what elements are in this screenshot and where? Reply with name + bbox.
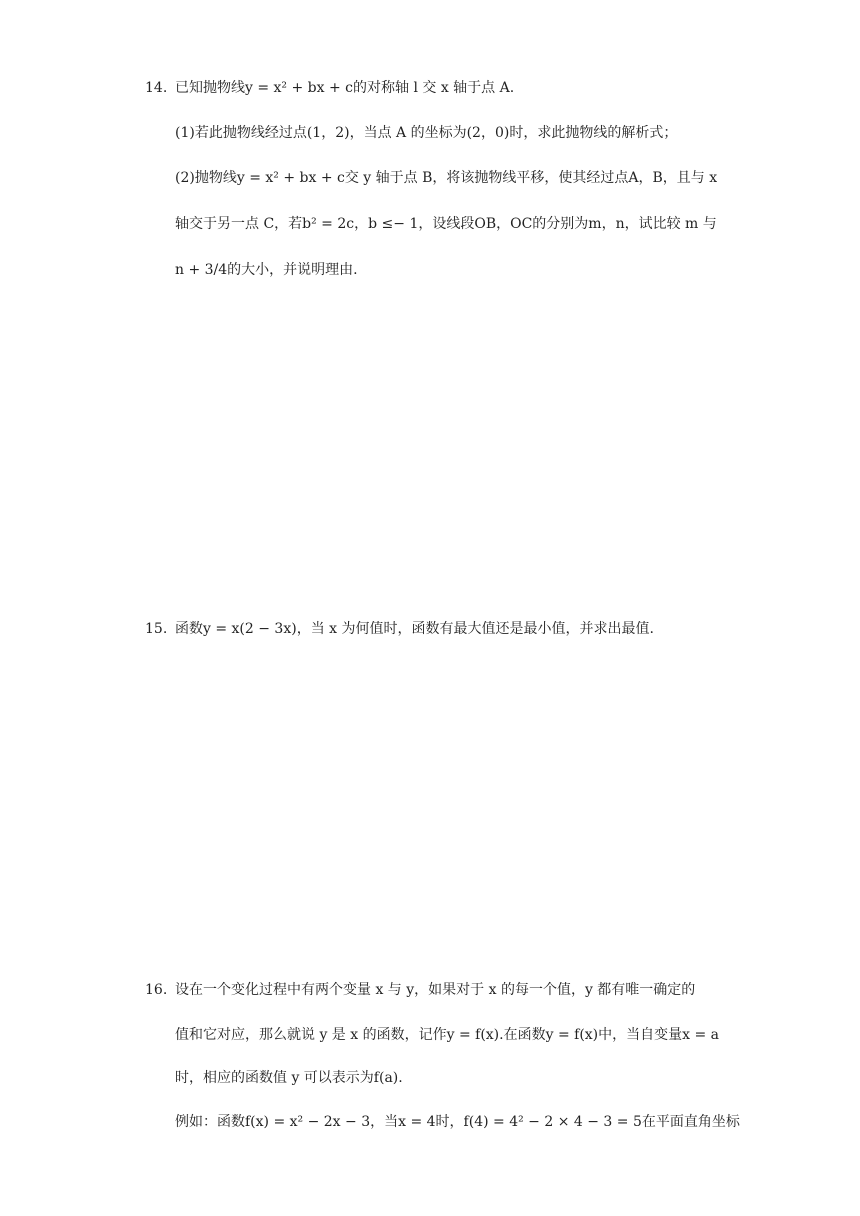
question-16-line-3: 时，相应的函数值 y 可以表示为f(a). bbox=[175, 1070, 403, 1086]
question-16-line-2: 值和它对应，那么就说 y 是 x 的函数，记作y = f(x).在函数y = f(x)中，当自变量x = a bbox=[175, 1027, 720, 1043]
question-14-line-4: 轴交于另一点 C，若b² = 2c，b ≤− 1，设线段OB，OC的分别为m，n，试比较 m 与 bbox=[175, 216, 717, 232]
question-text: 函数y = x(2 − 3x)，当 x 为何值时，函数有最大值还是最小值，并求出最值. bbox=[175, 621, 654, 637]
question-16-line-4: 例如：函数f(x) = x² − 2x − 3，当x = 4时，f(4) = 4² − 2 × 4 − 3 = 5在平面直角坐标 bbox=[175, 1114, 740, 1130]
question-text: 设在一个变化过程中有两个变量 x 与 y，如果对于 x 的每一个值，y 都有唯一确定的 bbox=[175, 982, 696, 998]
question-14-line-3: (2)抛物线y = x² + bx + c交 y 轴于点 B，将该抛物线平移，使其经过点A，B，且与 x bbox=[175, 170, 718, 186]
question-text: 已知抛物线y = x² + bx + c的对称轴 l 交 x 轴于点 A. bbox=[175, 80, 515, 96]
question-14-line-5: n + 3/4的大小，并说明理由. bbox=[175, 262, 358, 278]
question-14-line-1 bbox=[145, 78, 514, 98]
question-14-line-2: (1)若此抛物线经过点(1，2)，当点 A 的坐标为(2，0)时，求此抛物线的解析式； bbox=[175, 125, 678, 141]
question-number: 16. bbox=[145, 982, 168, 998]
question-number: 14. bbox=[145, 80, 168, 96]
question-number: 15. bbox=[145, 621, 168, 637]
question-15-line-1 bbox=[145, 619, 654, 639]
question-16-line-1 bbox=[145, 980, 695, 1000]
